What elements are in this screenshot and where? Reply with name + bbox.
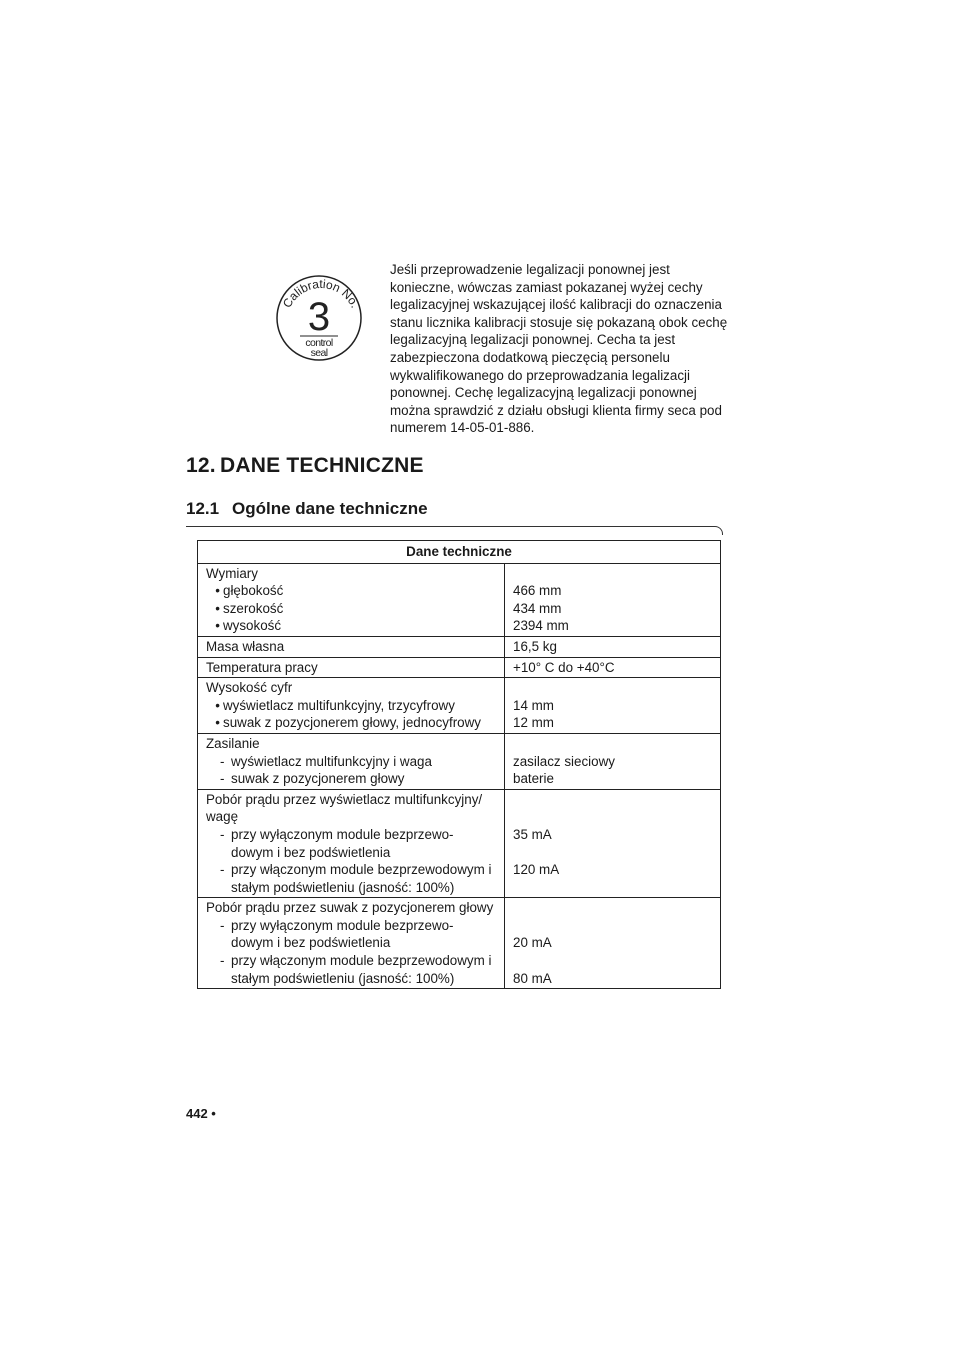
row-title: Temperatura pracy (206, 659, 318, 675)
row-label-cell (198, 733, 505, 789)
chapter-heading (186, 454, 424, 478)
chapter-number: 12. (186, 454, 216, 477)
seal-text-control: control (305, 337, 333, 349)
row-value-cell (505, 733, 721, 789)
row-label-cell (198, 789, 505, 898)
row-label-cell (198, 636, 505, 657)
dash-item: - przy wyłączonym module bezprzewo- dowym i bez podświetlenia (220, 826, 454, 860)
row-value: 2394 mm (513, 618, 569, 634)
section-rule (186, 526, 723, 535)
row-value: 14 mm (513, 697, 554, 713)
row-value: 80 mA (513, 970, 552, 986)
bullet-mark: • (215, 618, 220, 634)
dash-item: - przy włączonym module bezprzewodowym i stałym podświetleniu (jasność: 100%) (220, 862, 492, 895)
dash-mark: - (220, 917, 225, 933)
dash-mark: - (220, 753, 225, 769)
row-value: 434 mm (513, 600, 562, 616)
tech-data-table (197, 540, 721, 989)
bullet-item: • wyświetlacz multifunkcyjny, trzycyfrowy (206, 697, 496, 715)
section-title: Ogólne dane techniczne (232, 499, 428, 518)
row-title: Wymiary (206, 565, 258, 581)
row-label-cell (198, 678, 505, 734)
page-number: 442 • (186, 1106, 216, 1121)
bullet-item: • suwak z pozycjonerem głowy, jednocyfrowy (206, 714, 496, 732)
row-value: 12 mm (513, 715, 554, 731)
row-value-cell (505, 657, 721, 678)
table-row (198, 898, 721, 989)
row-title: Wysokość cyfr (206, 680, 293, 696)
bullet-mark: • (215, 583, 220, 599)
table-row (198, 733, 721, 789)
dash-mark: - (220, 953, 225, 969)
row-value-cell (505, 636, 721, 657)
row-value: 35 mA (513, 826, 552, 842)
intro-paragraph: Jeśli przeprowadzenie legalizacji ponownej jest konieczne, wówczas zamiast pokazanej wyżej cechy legalizacyjnej wskazującej ilość kalibracji do oznaczenia stanu licznika kalibracji stosuje się pokazaną obok cechę legalizacyjną legalizacji ponownej. Cecha ta jest zabezpieczona dodatkową pieczęcią personelu wykwalifikowanego do przeprowadzania legalizacji ponownej. Cechę legalizacyjną legalizacji ponownej można sprawdzić z działu obsługi klienta firmy seca pod numerem 14-05-01-886. (390, 262, 728, 436)
bullet-item: • wysokość (206, 617, 496, 635)
dash-item: - przy włączonym module bezprzewodowym i stałym podświetleniu (jasność: 100%) (220, 953, 492, 986)
row-value: zasilacz sieciowy (513, 753, 615, 769)
dash-item: - przy wyłączonym module bezprzewo- dowym i bez podświetlenia (220, 917, 454, 951)
seal-arc-text: Calibration No. (279, 277, 363, 311)
table-row (198, 678, 721, 734)
row-value: 20 mA (513, 935, 552, 951)
bullet-mark: • (215, 697, 220, 713)
chapter-title: DANE TECHNICZNE (220, 454, 424, 477)
section-heading (186, 499, 428, 519)
row-value: +10° C do +40°C (513, 659, 615, 675)
table-row (198, 789, 721, 898)
table-row (198, 657, 721, 678)
row-value: baterie (513, 771, 554, 787)
dash-item: - wyświetlacz multifunkcyjny i waga (220, 753, 432, 769)
table-header-row (198, 541, 721, 564)
row-value-cell (505, 563, 721, 636)
row-value-cell (505, 678, 721, 734)
row-title: Masa własna (206, 638, 285, 654)
row-value: 16,5 kg (513, 638, 557, 654)
table-row (198, 636, 721, 657)
row-value-cell (505, 789, 721, 898)
row-label-cell (198, 563, 505, 636)
dash-mark: - (220, 826, 225, 842)
row-label-cell (198, 657, 505, 678)
dash-mark: - (220, 862, 225, 878)
row-value: 466 mm (513, 583, 562, 599)
row-value: 120 mA (513, 862, 560, 878)
calibration-seal-graphic (273, 270, 365, 362)
section-number: 12.1 (186, 499, 220, 518)
row-title: Pobór prądu przez wyświetlacz multifunkcyjny/ wagę (206, 791, 483, 825)
row-value-cell (505, 898, 721, 989)
dash-item: - suwak z pozycjonerem głowy (220, 771, 405, 787)
seal-number: 3 (307, 295, 331, 339)
table-header: Dane techniczne (198, 541, 721, 564)
table-row (198, 563, 721, 636)
row-label-cell (198, 898, 505, 989)
seal-text-seal: seal (310, 347, 328, 359)
dash-mark: - (220, 771, 225, 787)
bullet-mark: • (215, 600, 220, 616)
bullet-mark: • (215, 715, 220, 731)
bullet-item: • głębokość (206, 582, 496, 600)
row-title: Pobór prądu przez suwak z pozycjonerem głowy (206, 900, 494, 916)
row-title: Zasilanie (206, 735, 260, 751)
bullet-item: • szerokość (206, 600, 496, 618)
